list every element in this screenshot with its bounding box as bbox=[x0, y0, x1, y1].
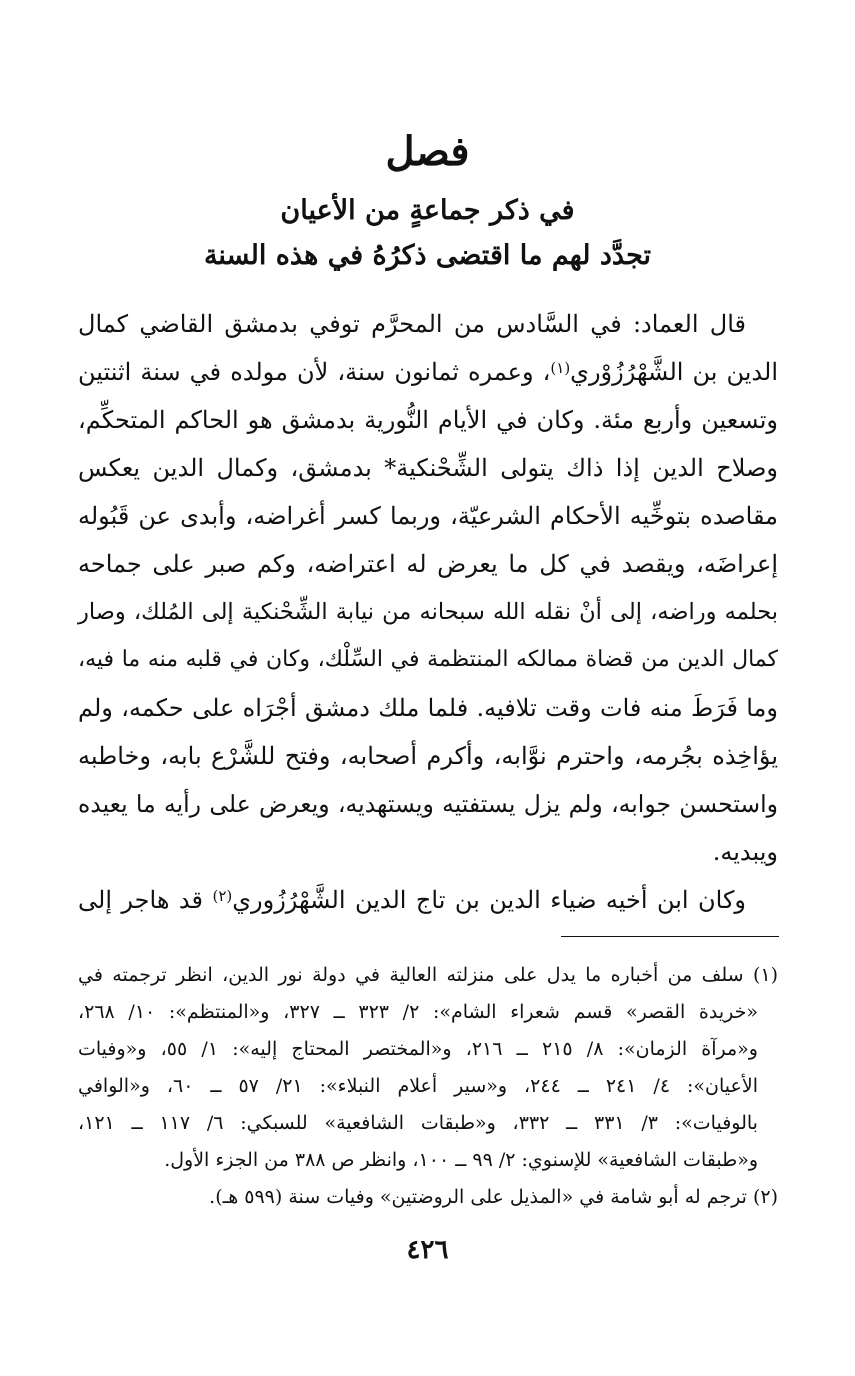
section-title-text: فصل bbox=[385, 128, 470, 175]
footnote-line: (٢) ترجم له أبو شامة في «المذيل على الروضتين» وفيات سنة (٥٩٩ هـ). bbox=[209, 1186, 778, 1208]
footnote-line: (١) سلف من أخباره ما يدل على منزلته العالية في دولة نور الدين، انظر ترجمته في bbox=[78, 964, 778, 986]
body-line: قال العماد: في السَّادس من المحرَّم توفي بدمشق القاضي كمال bbox=[78, 310, 746, 338]
body-line: وما فَرَطَ منه فات وقت تلافيه. فلما ملك دمشق أجْرَاه على حكمه، ولم bbox=[78, 694, 778, 722]
footnote-line: الأعيان»: ٤/ ٢٤١ ــ ٢٤٤، و«سير أعلام النبلاء»: ٢١/ ٥٧ ــ ٦٠، و«الوافي bbox=[78, 1075, 758, 1097]
body-line: يؤاخِذه بجُرمه، واحترم نوَّابه، وأكرم أصحابه، وفتح للشَّرْع بابه، وخاطبه bbox=[78, 742, 778, 770]
body-line-text: وكان ابن أخيه ضياء الدين بن تاج الدين الشَّهْرُزُوري bbox=[232, 886, 747, 914]
footnote-separator bbox=[561, 936, 779, 937]
footnote-line: «خريدة القصر» قسم شعراء الشام»: ٢/ ٣٢٣ ــ ٣٢٧، و«المنتظم»: ١٠/ ٢٦٨، bbox=[78, 1001, 758, 1023]
page-number: ٤٢٦ bbox=[406, 1235, 449, 1265]
footnote-marker[interactable]: (٢) bbox=[212, 887, 233, 905]
body-line: مقاصده بتوخِّيه الأحكام الشرعيّة، وربما كسر أغراضه، وأبدى عن قَبُوله bbox=[78, 502, 778, 530]
body-line: واستحسن جوابه، ولم يزل يستفتيه ويستهديه، ويعرض على رأيه ما يعيده bbox=[78, 790, 778, 818]
body-line: كمال الدين من قضاة ممالكه المنتظمة في السِّلْك، وكان في قلبه منه ما فيه، bbox=[78, 647, 778, 672]
section-subtitle-line-2: تجدَّد لهم ما اقتضى ذكرُهُ في هذه السنة bbox=[203, 240, 652, 271]
body-line-text: الدين بن الشَّهْرُزُوْري bbox=[570, 358, 778, 386]
footnote-marker[interactable]: (١) bbox=[550, 359, 571, 377]
body-line: وصلاح الدين إذا ذاك يتولى الشِّحْنكية* بدمشق، وكمال الدين يعكس bbox=[78, 454, 778, 482]
footnote-line: و«طبقات الشافعية» للإسنوي: ٢/ ٩٩ ــ ١٠٠، وانظر ص ٣٨٨ من الجزء الأول. bbox=[164, 1149, 758, 1171]
section-subtitle-line-1: في ذكر جماعةٍ من الأعيان bbox=[280, 195, 575, 226]
body-line: إعراضَه، ويقصد في كل ما يعرض له اعتراضه، وكم صبر على جماحه bbox=[78, 550, 778, 578]
body-line: وتسعين وأربع مئة. وكان في الأيام النُّورية بدمشق هو الحاكم المتحكِّم، bbox=[78, 406, 778, 434]
section-title bbox=[0, 128, 855, 175]
footnote-line: و«مرآة الزمان»: ٨/ ٢١٥ ــ ٢١٦، و«المختصر المحتاج إليه»: ١/ ٥٥، و«وفيات bbox=[78, 1038, 758, 1060]
body-line: ويبديه. bbox=[712, 838, 778, 866]
body-line bbox=[78, 350, 778, 394]
body-line-text: ، وعمره ثمانون سنة، لأن مولده في سنة اثنتين bbox=[78, 358, 551, 386]
footnote-line: بالوفيات»: ٣/ ٣٣١ ــ ٣٣٢، و«طبقات الشافعية» للسبكي: ٦/ ١١٧ ــ ١٢١، bbox=[78, 1112, 758, 1134]
body-line-text: قد هاجر إلى bbox=[78, 886, 204, 914]
body-line: بحلمه وراضه، إلى أنْ نقله الله سبحانه من نيابة الشِّحْنكية إلى المُلك، وصار bbox=[78, 599, 778, 625]
body-line bbox=[78, 878, 746, 922]
